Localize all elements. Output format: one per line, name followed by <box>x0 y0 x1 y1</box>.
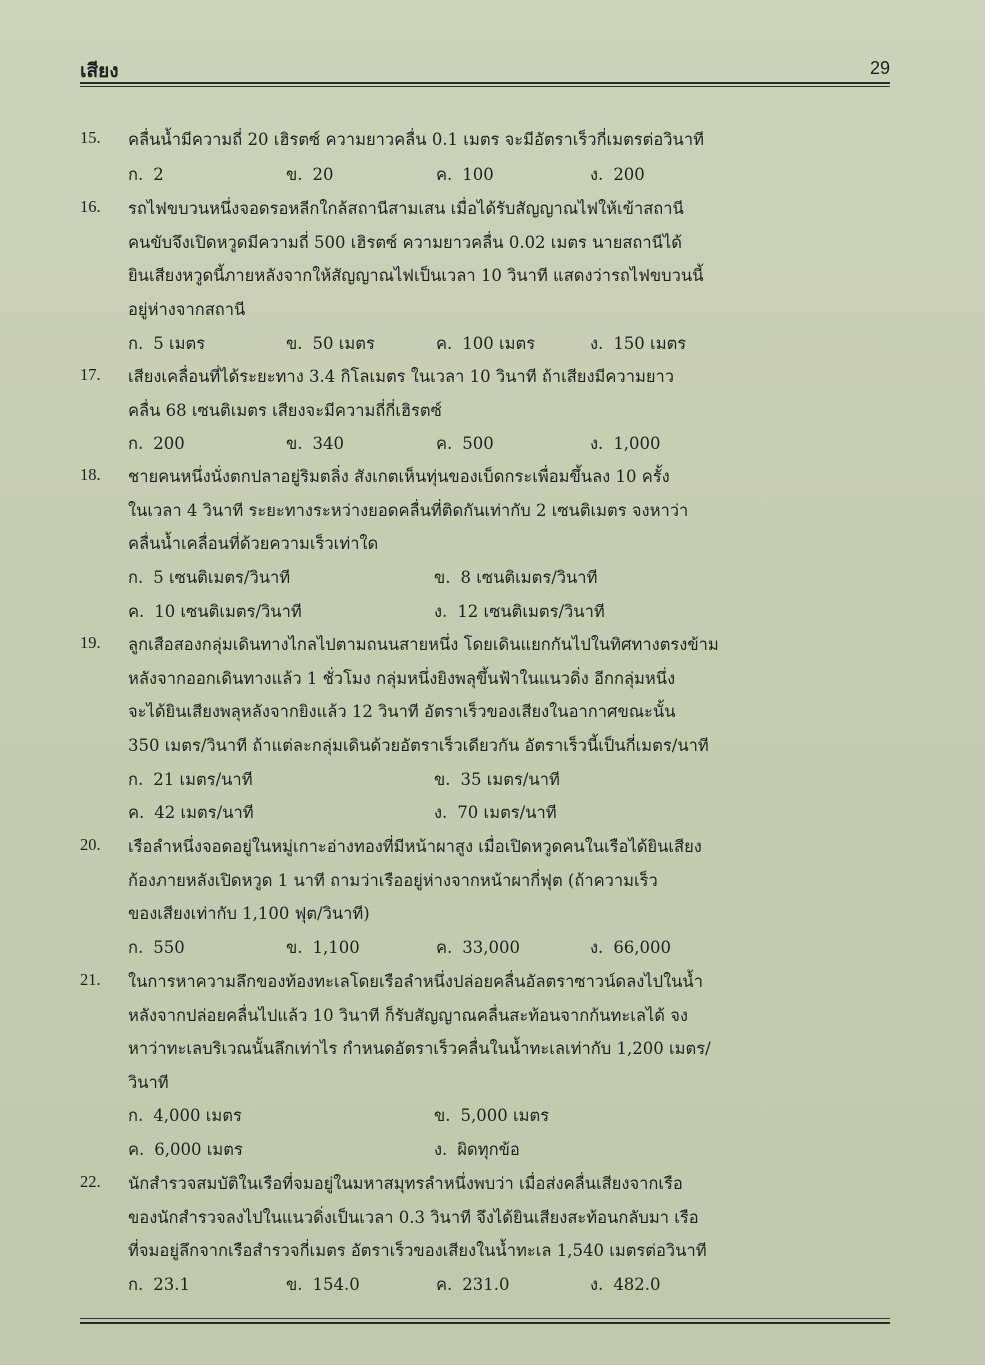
footer-rule-thin <box>80 1318 890 1319</box>
question-number: 18. <box>80 465 101 484</box>
option-label: ง. <box>590 165 604 184</box>
option-text: 1,100 <box>312 938 360 957</box>
option-label: ค. <box>436 1275 453 1294</box>
option-text: 21 เมตร/นาที <box>153 770 253 789</box>
question-stem <box>128 197 788 331</box>
answer-options <box>128 936 748 969</box>
answer-option <box>436 432 494 456</box>
answer-option <box>286 163 334 187</box>
question-stem <box>128 970 788 1104</box>
stem-line: คลื่นน้ำเคลื่อนที่ด้วยความเร็วเท่าใด <box>128 534 379 553</box>
answer-option <box>128 432 185 456</box>
answer-option <box>436 936 520 960</box>
answer-options <box>128 566 748 599</box>
answer-option <box>436 332 535 356</box>
stem-line: ยินเสียงหวูดนี้ภายหลังจากให้สัญญาณไฟเป็นเวลา 10 วินาที แสดงว่ารถไฟขบวนนี้ <box>128 266 704 285</box>
stem-line: ของนักสำรวจลงไปในแนวดิ่งเป็นเวลา 0.3 วินาที จึงได้ยินเสียงสะท้อนกลับมา เรือ <box>128 1207 699 1227</box>
option-label: ค. <box>128 602 145 621</box>
answer-option <box>128 1104 242 1128</box>
option-label: ข. <box>286 334 303 353</box>
option-text: 200 <box>613 165 645 184</box>
stem-line: เสียงเคลื่อนที่ได้ระยะทาง 3.4 กิโลเมตร ในเวลา 10 วินาที ถ้าเสียงมีความยาว <box>128 367 675 386</box>
question-number: 21. <box>80 970 101 989</box>
answer-option <box>128 600 302 624</box>
answer-option <box>590 163 645 187</box>
answer-option <box>286 332 375 356</box>
option-text: 20 <box>312 165 334 184</box>
answer-options <box>128 1138 748 1171</box>
option-text: 66,000 <box>613 938 672 957</box>
answer-option <box>286 432 344 456</box>
answer-options <box>128 1273 748 1306</box>
question-number: 19. <box>80 633 101 652</box>
option-text: 23.1 <box>153 1275 190 1294</box>
answer-option <box>590 432 661 456</box>
answer-options <box>128 332 748 365</box>
option-label: ก. <box>128 938 144 957</box>
answer-option <box>128 936 185 960</box>
option-label: ข. <box>286 165 303 184</box>
answer-option <box>128 332 205 356</box>
stem-line: รถไฟขบวนหนึ่งจอดรอหลีกใกล้สถานีสามเสน เมื่อได้รับสัญญาณไฟให้เข้าสถานี <box>128 199 684 218</box>
stem-line: 350 เมตร/วินาที ถ้าแต่ละกลุ่มเดินด้วยอัตราเร็วเดียวกัน อัตราเร็วนี้เป็นกี่เมตร/นาที <box>128 735 709 755</box>
stem-line: อยู่ห่างจากสถานี <box>128 299 246 319</box>
option-label: ค. <box>436 334 453 353</box>
question-number: 22. <box>80 1172 101 1191</box>
option-label: ค. <box>436 938 453 957</box>
option-text: 100 เมตร <box>462 334 536 353</box>
stem-line: หลังจากออกเดินทางแล้ว 1 ชั่วโมง กลุ่มหนึ่งยิงพลุขึ้นฟ้าในแนวดิ่ง อีกกลุ่มหนึ่ง <box>128 668 676 688</box>
option-label: ก. <box>128 770 144 789</box>
option-text: 10 เซนติเมตร/วินาที <box>154 602 302 621</box>
answer-option <box>128 801 254 825</box>
option-label: ค. <box>128 1140 145 1159</box>
answer-options <box>128 163 748 196</box>
option-label: ค. <box>436 165 453 184</box>
option-label: ง. <box>434 602 448 621</box>
option-text: 6,000 เมตร <box>154 1140 243 1159</box>
answer-option <box>128 566 290 590</box>
answer-option <box>436 1273 510 1297</box>
answer-options <box>128 432 748 465</box>
stem-line: คลื่น 68 เซนติเมตร เสียงจะมีความถี่กี่เฮิรตซ์ <box>128 400 442 420</box>
question-stem <box>128 465 788 566</box>
answer-option <box>128 768 253 792</box>
answer-option <box>434 566 597 590</box>
stem-line: นักสำรวจสมบัติในเรือที่จมอยู่ในมหาสมุทรลำหนึ่งพบว่า เมื่อส่งคลื่นเสียงจากเรือ <box>128 1174 683 1193</box>
option-label: ข. <box>286 434 303 453</box>
option-label: ก. <box>128 1275 144 1294</box>
answer-option <box>434 801 557 825</box>
option-text: 8 เซนติเมตร/วินาที <box>460 568 598 587</box>
stem-line: ในเวลา 4 วินาที ระยะทางระหว่างยอดคลื่นที่ติดกันเท่ากับ 2 เซนติเมตร จงหาว่า <box>128 500 689 520</box>
option-text: 33,000 <box>462 938 521 957</box>
option-text: ผิดทุกข้อ <box>457 1140 520 1159</box>
option-label: ก. <box>128 434 144 453</box>
option-label: ข. <box>286 938 303 957</box>
option-text: 35 เมตร/นาที <box>460 770 560 789</box>
answer-options <box>128 768 748 801</box>
option-label: ข. <box>286 1275 303 1294</box>
chapter-title: เสียง <box>80 60 119 82</box>
option-label: ข. <box>434 568 451 587</box>
question-stem <box>128 633 788 767</box>
option-text: 231.0 <box>462 1275 510 1294</box>
header-rule-thin <box>80 86 890 87</box>
answer-option <box>128 1273 190 1297</box>
answer-option <box>590 332 686 356</box>
option-label: ค. <box>436 434 453 453</box>
option-label: ง. <box>590 434 604 453</box>
answer-options <box>128 600 748 633</box>
option-label: ข. <box>434 1106 451 1125</box>
option-text: 154.0 <box>312 1275 360 1294</box>
answer-option <box>434 1104 549 1128</box>
option-label: ง. <box>434 803 448 822</box>
option-text: 500 <box>462 434 494 453</box>
question-number: 17. <box>80 365 101 384</box>
option-text: 5 เซนติเมตร/วินาที <box>153 568 291 587</box>
answer-option <box>436 163 494 187</box>
stem-line: ชายคนหนึ่งนั่งตกปลาอยู่ริมตลิ่ง สังเกตเห็นทุ่นของเบ็ดกระเพื่อมขึ้นลง 10 ครั้ง <box>128 467 670 486</box>
answer-option <box>434 768 560 792</box>
option-text: 340 <box>312 434 345 453</box>
stem-line: ลูกเสือสองกลุ่มเดินทางไกลไปตามถนนสายหนึ่ง โดยเดินแยกกันไปในทิศทางตรงข้าม <box>128 635 719 654</box>
option-label: ง. <box>590 334 604 353</box>
stem-line: คลื่นน้ำมีความถี่ 20 เฮิรตซ์ ความยาวคลื่น 0.1 เมตร จะมีอัตราเร็วกี่เมตรต่อวินาที <box>128 130 704 149</box>
answer-option <box>434 600 605 624</box>
stem-line: ในการหาความลึกของท้องทะเลโดยเรือลำหนึ่งปล่อยคลื่นอัลตราซาวน์ดลงไปในน้ำ <box>128 972 703 991</box>
option-text: 100 <box>462 165 494 184</box>
option-label: ค. <box>128 803 145 822</box>
question-stem <box>128 1172 788 1273</box>
stem-line: หาว่าทะเลบริเวณนั้นลึกเท่าไร กำหนดอัตราเร็วคลื่นในน้ำทะเลเท่ากับ 1,200 เมตร/ <box>128 1039 711 1058</box>
option-text: 42 เมตร/นาที <box>154 803 254 822</box>
stem-line: จะได้ยินเสียงพลุหลังจากยิงแล้ว 12 วินาที อัตราเร็วของเสียงในอากาศขณะนั้น <box>128 702 676 721</box>
option-label: ง. <box>590 938 604 957</box>
answer-option <box>286 1273 360 1297</box>
answer-option <box>590 1273 661 1297</box>
option-text: 5 เมตร <box>153 334 206 353</box>
option-text: 5,000 เมตร <box>460 1106 550 1125</box>
option-text: 150 เมตร <box>613 334 687 353</box>
stem-line: เรือลำหนึ่งจอดอยู่ในหมู่เกาะอ่างทองที่มีหน้าผาสูง เมื่อเปิดหวูดคนในเรือได้ยินเสียง <box>128 837 702 856</box>
option-text: 1,000 <box>613 434 661 453</box>
option-label: ง. <box>434 1140 448 1159</box>
option-text: 4,000 เมตร <box>153 1106 242 1125</box>
stem-line: วินาที <box>128 1072 169 1092</box>
stem-line: ก้องภายหลังเปิดหวูด 1 นาที ถามว่าเรืออยู่ห่างจากหน้าผากี่ฟุต (ถ้าความเร็ว <box>128 870 658 890</box>
stem-line: ของเสียงเท่ากับ 1,100 ฟุต/วินาที) <box>128 904 370 923</box>
answer-option <box>128 163 164 187</box>
answer-option <box>590 936 671 960</box>
option-label: ก. <box>128 1106 144 1125</box>
page-number: 29 <box>869 58 890 78</box>
answer-option <box>128 1138 243 1162</box>
stem-line: ที่จมอยู่ลึกจากเรือสำรวจกี่เมตร อัตราเร็วของเสียงในน้ำทะเล 1,540 เมตรต่อวินาที <box>128 1241 707 1260</box>
question-number: 15. <box>80 128 101 147</box>
option-label: ก. <box>128 334 144 353</box>
option-label: ข. <box>434 770 451 789</box>
question-stem <box>128 835 788 936</box>
answer-option <box>434 1138 520 1162</box>
question-stem <box>128 128 788 162</box>
question-number: 20. <box>80 835 101 854</box>
option-text: 50 เมตร <box>312 334 375 353</box>
footer-rule <box>80 1322 890 1324</box>
option-text: 550 <box>153 938 185 957</box>
answer-options <box>128 801 748 834</box>
option-text: 2 <box>153 165 164 184</box>
option-label: ก. <box>128 165 144 184</box>
stem-line: คนขับจึงเปิดหวูดมีความถี่ 500 เฮิรตซ์ ความยาวคลื่น 0.02 เมตร นายสถานีได้ <box>128 232 682 252</box>
answer-option <box>286 936 360 960</box>
option-text: 70 เมตร/นาที <box>457 803 557 822</box>
option-label: ก. <box>128 568 144 587</box>
option-label: ง. <box>590 1275 604 1294</box>
question-stem <box>128 365 788 432</box>
stem-line: หลังจากปล่อยคลื่นไปแล้ว 10 วินาที ก็รับสัญญาณคลื่นสะท้อนจากก้นทะเลได้ จง <box>128 1005 688 1025</box>
answer-options <box>128 1104 748 1137</box>
question-number: 16. <box>80 197 101 216</box>
option-text: 12 เซนติเมตร/วินาที <box>457 602 605 621</box>
option-text: 482.0 <box>613 1275 661 1294</box>
option-text: 200 <box>153 434 185 453</box>
header-rule <box>80 82 890 84</box>
